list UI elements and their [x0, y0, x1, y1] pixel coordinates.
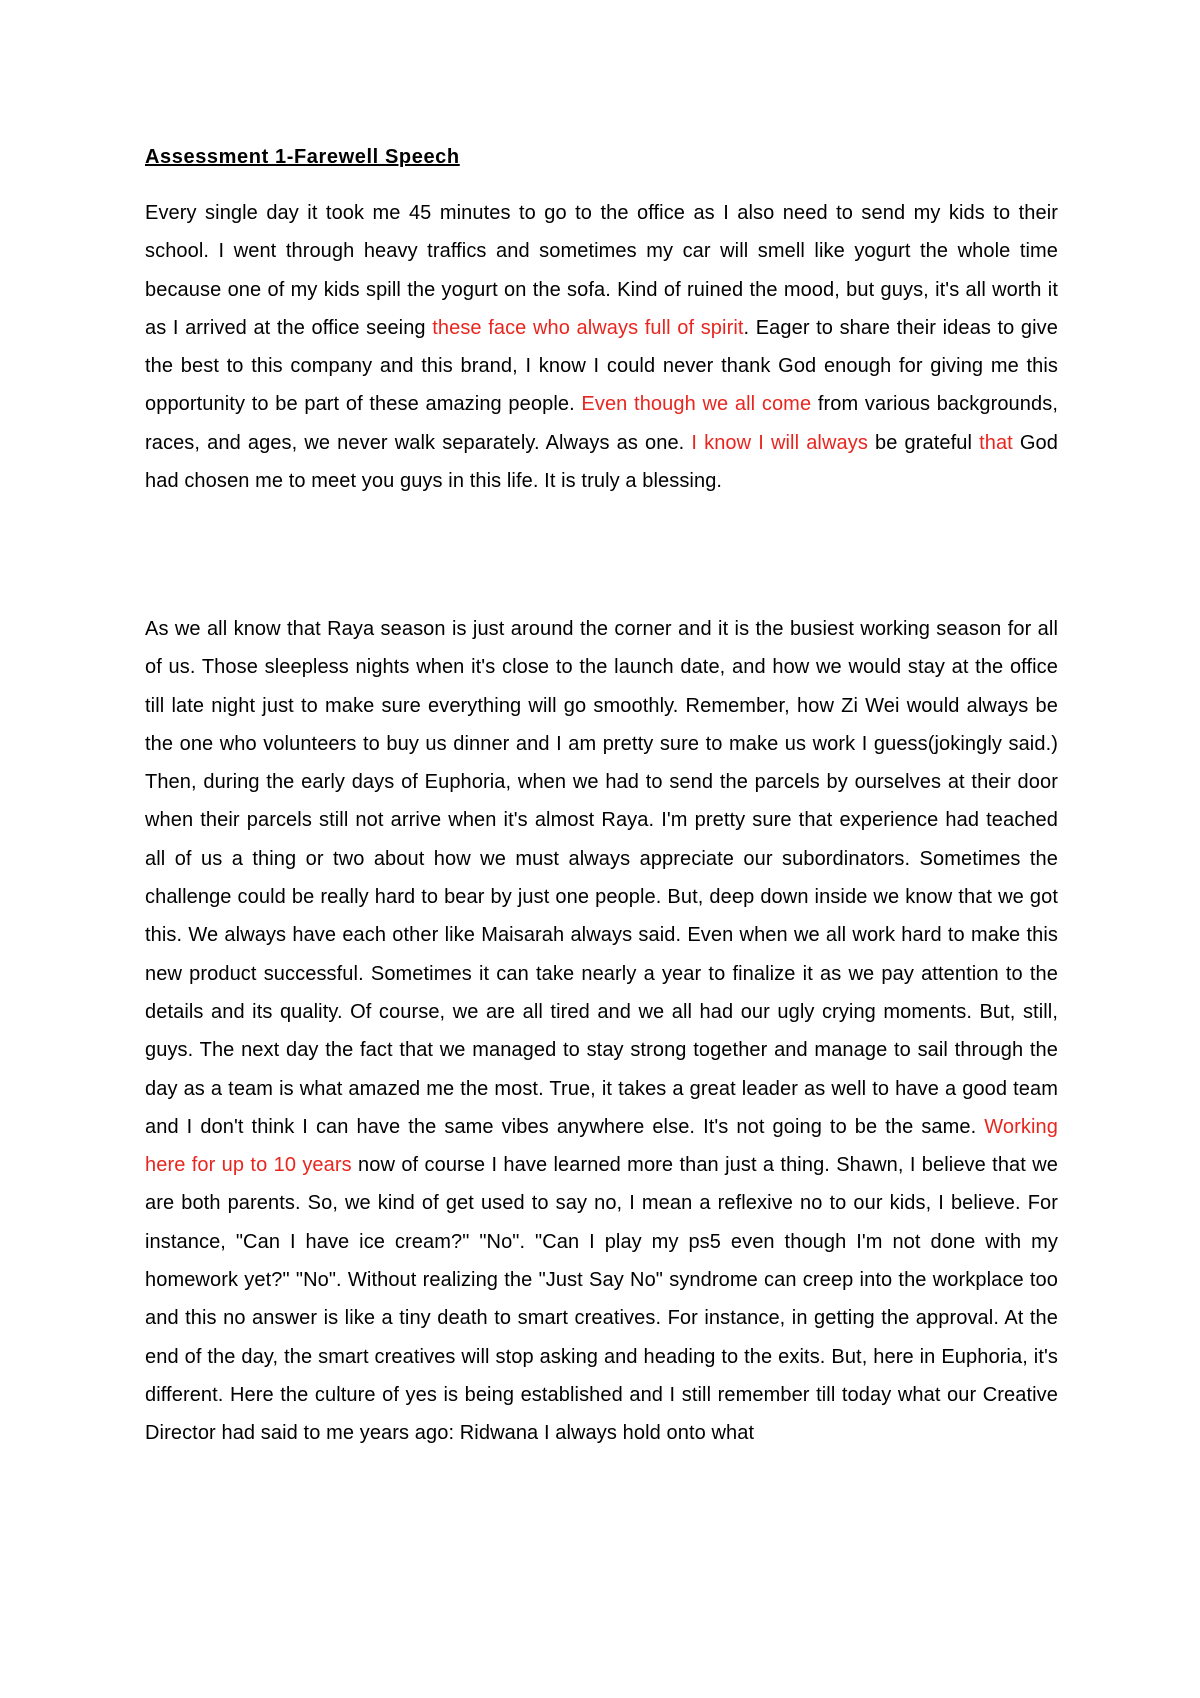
paragraph-text: As we all know that Raya season is just around the corner and it is the busiest working season for all of us. Those sleepless nights when it's close to the launch date, and how we would stay at the office till late night just to make sure everything will go smoothly. Remember, how Zi Wei would always be the one who volunteers to buy us dinner and I am pretty sure to make us work I guess(jokingly said.) Then, during the early days of Euphoria, when we had to send the parcels by ourselves at their door when their parcels still not arrive when it's almost Raya. I'm pretty sure that experience had teached all of us a thing or two about how we must always appreciate our subordinators. Sometimes the challenge could be really hard to bear by just one people. But, deep down inside we know that we got this. We always have each other like Maisarah always said. Even when we all work hard to make this new product successful. Sometimes it can take nearly a year to finalize it as we pay attention to the details and its quality. Of course, we are all tired and we all had our ugly crying moments. But, still, guys. The next day the fact that we managed to stay strong together and manage to sail through the day as a team is what amazed me the most. True, it takes a great leader as well to have a good team and I don't think I can have the same vibes anywhere else. It's not going to be the same. — [145, 618, 1058, 1138]
highlighted-text: Even though we all come — [581, 393, 812, 416]
paragraph-intro — [145, 194, 1058, 500]
paragraph-text: . Eager to share their ideas to give the best to this company and this brand, I know I could never thank God enough for giving me this opportunity to be part of these amazing people. — [145, 316, 1058, 416]
paragraph-text: from various backgrounds, races, and ages, we never walk separately. Always as one. — [145, 393, 1058, 454]
paragraph-text: Every single day it took me 45 minutes to go to the office as I also need to send my kids to their school. I went through heavy traffics and sometimes my car will smell like yogurt the whole time because one of my kids spill the yogurt on the sofa. Kind of ruined the mood, but guys, it's all worth it as I arrived at the office seeing — [145, 202, 1058, 339]
highlighted-text: that — [979, 431, 1013, 454]
paragraph-text: God had chosen me to meet you guys in this life. It is truly a blessing. — [145, 431, 1059, 493]
paragraph-text: now of course I have learned more than just a thing. Shawn, I believe that we are both parents. So, we kind of get used to say no, I mean a reflexive no to our kids, I believe. For instance, "Can I have ice cream?" "No". "Can I play my ps5 even though I'm not done with my homework yet?" "No". Without realizing the "Just Say No" syndrome can creep into the workplace too and this no answer is like a tiny death to smart creatives. For instance, in getting the approval. At the end of the day, the smart creatives will stop asking and heading to the exits. But, here in Euphoria, it's different. Here the culture of yes is being established and I still remember till today what our Creative Director had said to me years ago: Ridwana I always hold onto what — [145, 1154, 1059, 1445]
highlighted-text: I know I will always — [691, 431, 868, 454]
paragraph-text: be grateful — [867, 431, 980, 454]
paragraph-raya-season — [145, 610, 1058, 1453]
highlighted-text: Working here for up to 10 years — [145, 1115, 1058, 1177]
document-title: Assessment 1-Farewell Speech — [145, 146, 460, 168]
highlighted-text: these face who always full of spirit — [432, 316, 744, 339]
